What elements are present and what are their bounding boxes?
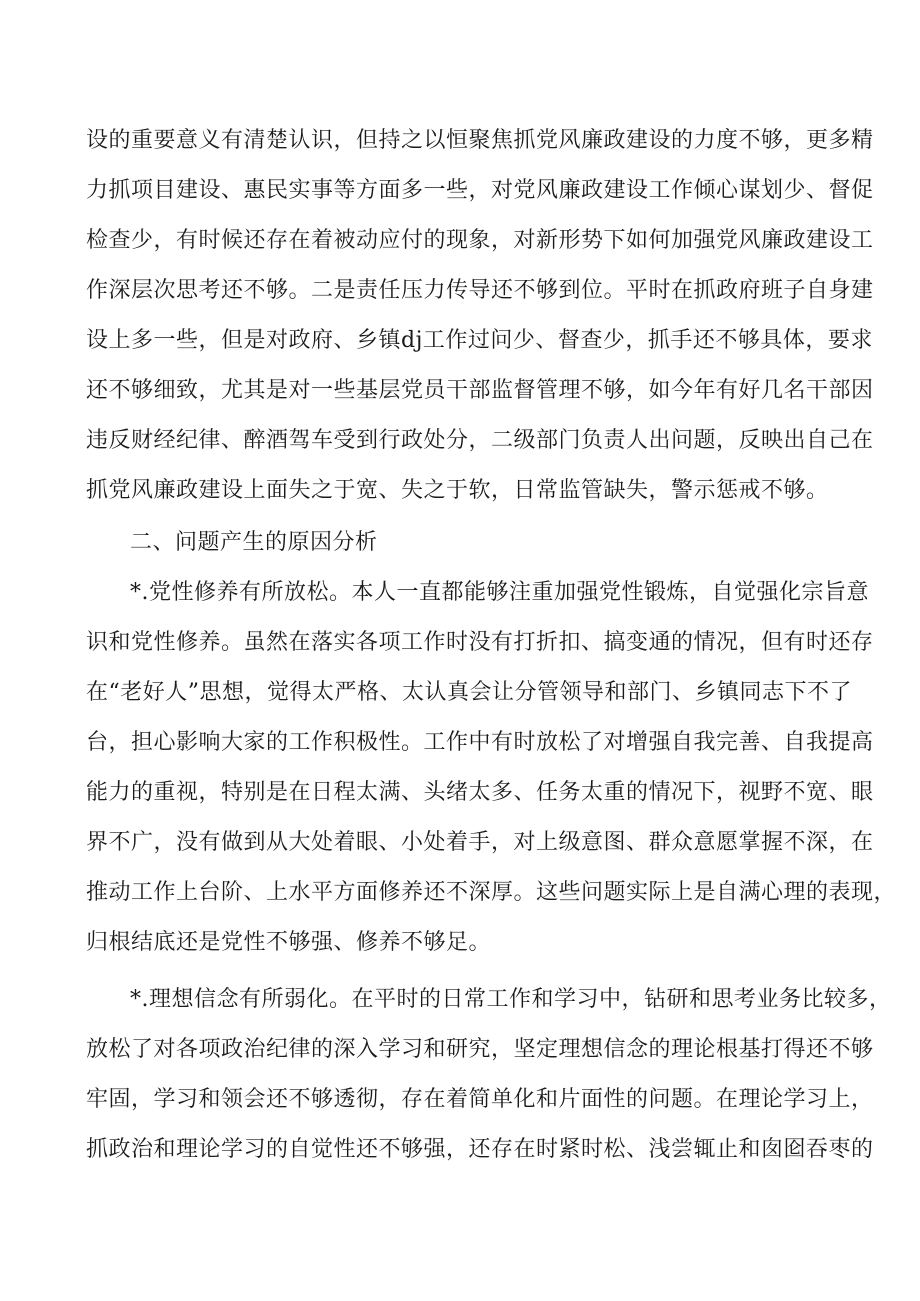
paragraph-1-line-3: 检查少，有时候还存在着被动应付的现象，对新形势下如何加强党风廉政建设工 [86, 228, 874, 253]
paragraph-1-line-4: 作深层次思考还不够。二是责任压力传导还不够到位。平时在抓政府班子自身建 [86, 278, 874, 303]
paragraph-3-line-1: *.理想信念有所弱化。在平时的日常工作和学习中，钻研和思考业务比较多， [130, 987, 892, 1012]
paragraph-2-line-5: 能力的重视，特别是在日程太满、头绪太多、任务太重的情况下，视野不宽、眼 [86, 780, 874, 805]
paragraph-2-line-4: 台，担心影响大家的工作积极性。工作中有时放松了对增强自我完善、自我提高 [86, 730, 874, 755]
paragraph-1-line-7: 违反财经纪律、醉酒驾车受到行政处分，二级部门负责人出问题，反映出自己在 [86, 428, 874, 453]
paragraph-2-line-6: 界不广，没有做到从大处着眼、小处着手，对上级意图、群众意愿掌握不深，在 [86, 830, 874, 855]
paragraph-2-line-2: 识和党性修养。虽然在落实各项工作时没有打折扣、搞变通的情况，但有时还存 [86, 630, 874, 655]
paragraph-1-line-2: 力抓项目建设、惠民实事等方面多一些，对党风廉政建设工作倾心谋划少、督促 [86, 178, 874, 203]
paragraph-1-line-1: 设的重要意义有清楚认识，但持之以恒聚焦抓党风廉政建设的力度不够，更多精 [86, 128, 874, 153]
paragraph-2-line-1: *.党性修养有所放松。本人一直都能够注重加强党性锻炼，自觉强化宗旨意 [130, 580, 869, 605]
paragraph-1-line-8: 抓党风廉政建设上面失之于宽、失之于软，日常监管缺失，警示惩戒不够。 [86, 478, 829, 503]
paragraph-1-line-5: 设上多一些，但是对政府、乡镇dj工作过问少、督查少，抓手还不够具体，要求 [86, 328, 873, 353]
paragraph-2-line-8: 归根结底还是党性不够强、修养不够足。 [86, 930, 492, 955]
paragraph-2-line-7: 推动工作上台阶、上水平方面修养还不深厚。这些问题实际上是自满心理的表现， [86, 880, 897, 905]
paragraph-2-line-3: 在“老好人”思想，觉得太严格、太认真会让分管领导和部门、乡镇同志下不了 [86, 680, 852, 705]
paragraph-3-line-2: 放松了对各项政治纪律的深入学习和研究，坚定理想信念的理论根基打得还不够 [86, 1037, 874, 1062]
paragraph-3-line-4: 抓政治和理论学习的自觉性还不够强，还存在时紧时松、浅尝辄止和囱囵吞枣的 [86, 1137, 874, 1162]
section-heading: 二、问题产生的原因分析 [130, 530, 378, 555]
paragraph-1-line-6: 还不够细致，尤其是对一些基层党员干部监督管理不够，如今年有好几名干部因 [86, 378, 874, 403]
paragraph-3-line-3: 牢固，学习和领会还不够透彻，存在着简单化和片面性的问题。在理论学习上， [86, 1087, 874, 1112]
